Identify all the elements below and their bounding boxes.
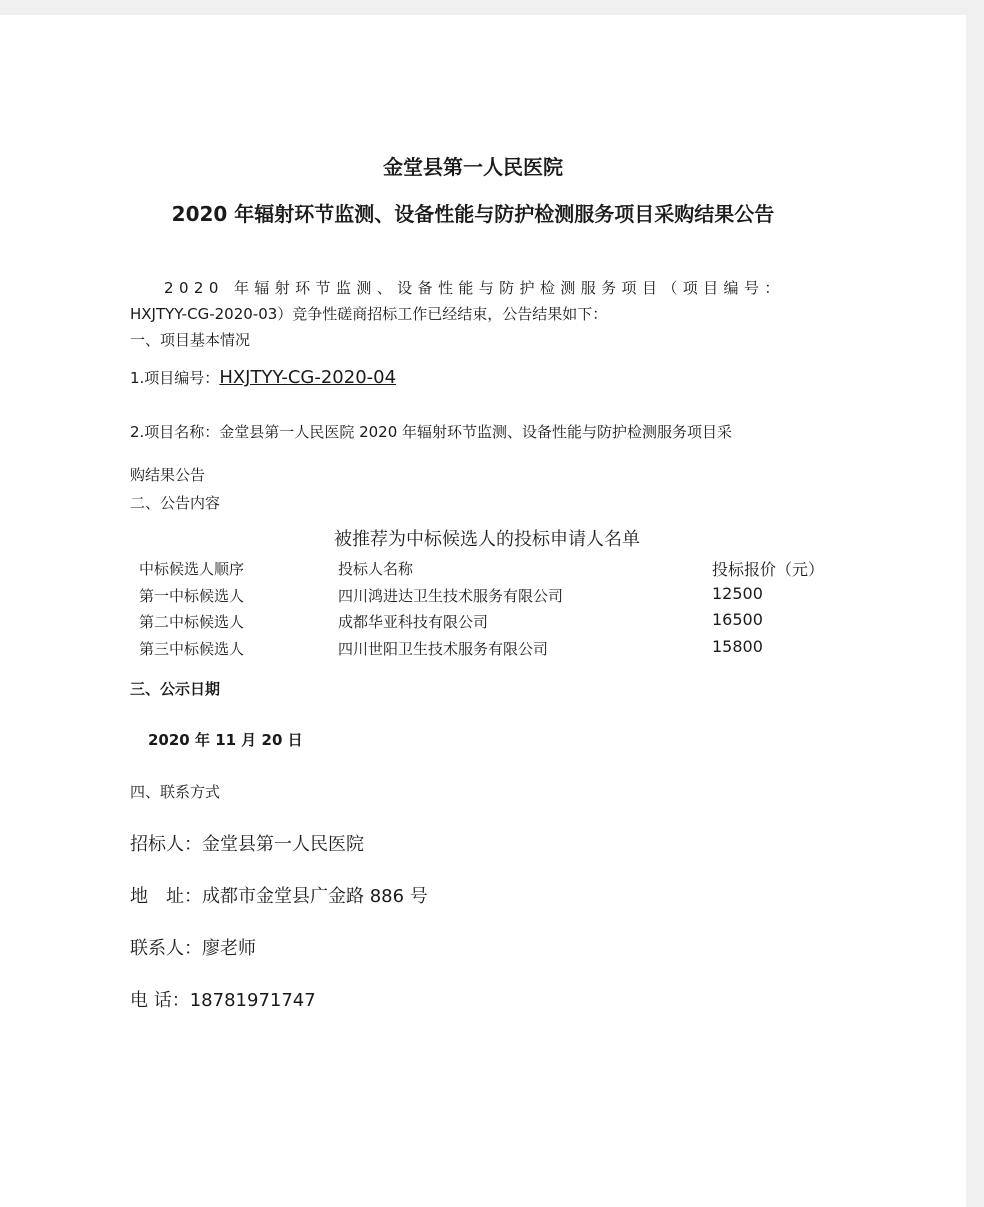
- contact-person-label: 联系人：: [130, 938, 202, 959]
- table-header-rank: 中标候选人顺序: [139, 560, 245, 578]
- announcement-date: 2020 年 11 月 20 日: [148, 731, 303, 749]
- address-value: 成都市金堂县广金路 886 号: [202, 886, 428, 907]
- phone-value: 18781971747: [189, 990, 316, 1011]
- table-cell-price: 12500: [712, 584, 763, 603]
- tenderer-label: 招标人：: [130, 834, 202, 855]
- address-label: 地 址：: [130, 886, 202, 907]
- phone-line: [130, 986, 316, 1012]
- address-line: [130, 882, 428, 908]
- tenderer-line: [130, 830, 364, 856]
- table-cell-bidder: 四川世阳卫生技术服务有限公司: [338, 640, 549, 658]
- project-name-line2: 购结果公告: [130, 466, 206, 484]
- section4-heading: 四、联系方式: [130, 783, 221, 801]
- table-cell-rank: 第三中标候选人: [139, 640, 245, 658]
- candidate-table-title: 被推荐为中标候选人的投标申请人名单: [334, 529, 640, 550]
- project-number-label: 1.项目编号：: [130, 369, 220, 387]
- document-page: [0, 15, 966, 1207]
- phone-label: 电 话：: [130, 990, 190, 1011]
- table-cell-rank: 第二中标候选人: [139, 613, 245, 631]
- project-name-line1: 2.项目名称：金堂县第一人民医院 2020 年辐射环节监测、设备性能与防护检测服务项目采: [130, 423, 733, 441]
- table-header-bidder: 投标人名称: [338, 560, 414, 578]
- table-cell-bidder: 四川鸿进达卫生技术服务有限公司: [338, 587, 564, 605]
- project-number-line: [130, 367, 396, 388]
- intro-paragraph-line1: 2020 年辐射环节监测、设备性能与防护检测服务项目（项目编号：: [164, 279, 785, 297]
- table-header-price: 投标报价（元）: [712, 560, 825, 579]
- contact-person-line: [130, 934, 256, 960]
- section1-heading: 一、项目基本情况: [130, 331, 251, 349]
- table-cell-price: 15800: [712, 637, 763, 656]
- section2-heading: 二、公告内容: [130, 494, 221, 512]
- table-cell-rank: 第一中标候选人: [139, 587, 245, 605]
- document-title-announcement: 2020 年辐射环节监测、设备性能与防护检测服务项目采购结果公告: [171, 202, 775, 226]
- table-cell-bidder: 成都华亚科技有限公司: [338, 613, 489, 631]
- contact-person-value: 廖老师: [202, 938, 256, 959]
- project-number-value: HXJTYY-CG-2020-04: [219, 367, 397, 388]
- intro-paragraph-line2: HXJTYY-CG-2020-03）竞争性磋商招标工作已经结束，公告结果如下：: [130, 305, 608, 323]
- tenderer-value: 金堂县第一人民医院: [202, 834, 364, 855]
- section3-heading: 三、公示日期: [130, 680, 221, 698]
- document-title-hospital: 金堂县第一人民医院: [383, 155, 563, 179]
- table-cell-price: 16500: [712, 610, 763, 629]
